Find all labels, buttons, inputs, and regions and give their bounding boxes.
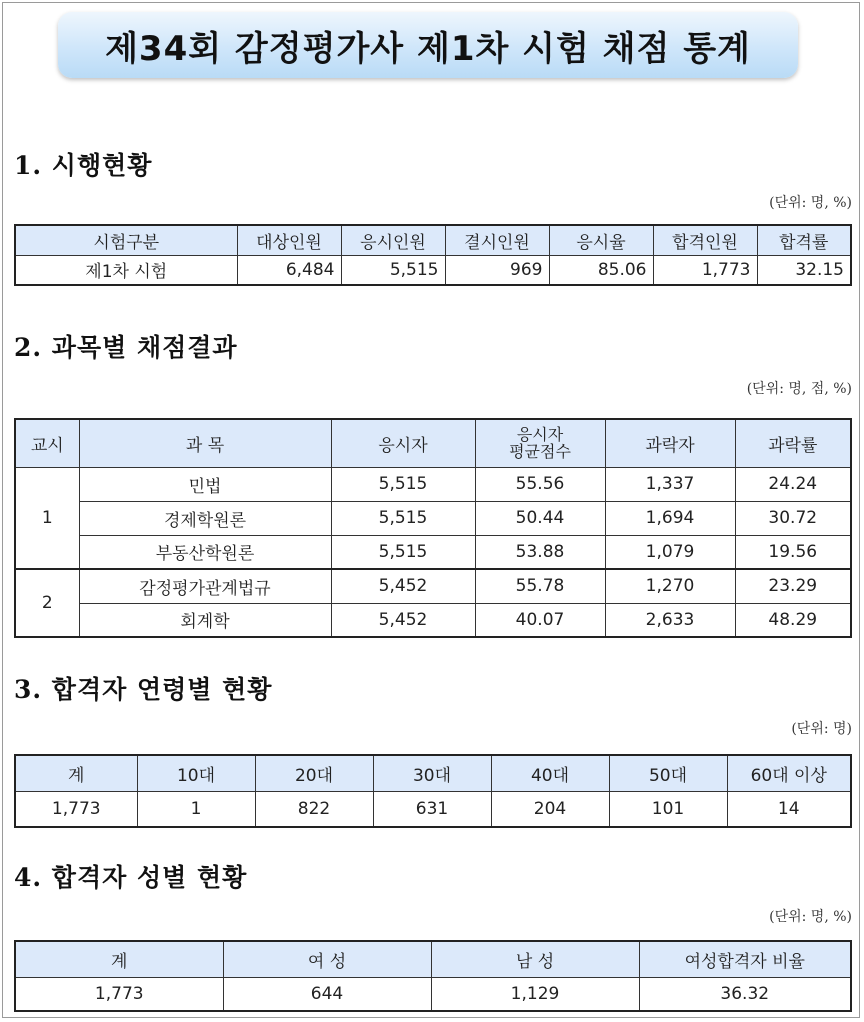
header-cell: 여성합격자 비율	[639, 941, 851, 977]
table-row	[15, 255, 851, 285]
table-cell: 경제학원론	[79, 501, 331, 535]
table-cell: 55.78	[475, 569, 605, 603]
table-cell: 24.24	[735, 467, 851, 501]
table-cell: 1,129	[431, 977, 639, 1011]
table-row	[15, 791, 851, 827]
table-header-row	[15, 419, 851, 467]
table-cell: 204	[491, 791, 609, 827]
header-cell: 응시율	[549, 225, 653, 255]
table-row	[15, 603, 851, 637]
age-table	[14, 754, 852, 828]
table-cell: 1,694	[605, 501, 735, 535]
header-cell: 40대	[491, 755, 609, 791]
table-cell: 1,773	[15, 791, 137, 827]
table-cell: 1	[137, 791, 255, 827]
header-cell: 응시인원	[341, 225, 445, 255]
period-cell: 2	[15, 569, 79, 637]
table-cell: 14	[727, 791, 851, 827]
table-cell: 50.44	[475, 501, 605, 535]
header-cell: 교시	[15, 419, 79, 467]
table-cell: 5,515	[331, 467, 475, 501]
table-cell: 부동산학원론	[79, 535, 331, 569]
header-cell: 20대	[255, 755, 373, 791]
header-cell: 대상인원	[237, 225, 341, 255]
header-cell: 60대 이상	[727, 755, 851, 791]
table-cell: 32.15	[757, 255, 851, 285]
header-cell: 10대	[137, 755, 255, 791]
header-cell: 과 목	[79, 419, 331, 467]
exam-status-table	[14, 224, 852, 286]
header-cell: 30대	[373, 755, 491, 791]
gender-table	[14, 940, 852, 1012]
header-cell: 계	[15, 755, 137, 791]
table-cell: 23.29	[735, 569, 851, 603]
table-cell: 2,633	[605, 603, 735, 637]
header-cell: 50대	[609, 755, 727, 791]
table-cell: 1,270	[605, 569, 735, 603]
section2-heading: 2. 과목별 채점결과	[14, 333, 238, 362]
table-cell: 19.56	[735, 535, 851, 569]
table-cell: 감정평가관계법규	[79, 569, 331, 603]
table-cell: 822	[255, 791, 373, 827]
header-cell: 과락률	[735, 419, 851, 467]
header-cell: 합격률	[757, 225, 851, 255]
header-cell: 과락자	[605, 419, 735, 467]
header-cell: 시험구분	[15, 225, 237, 255]
header-cell: 응시자	[331, 419, 475, 467]
header-cell: 남 성	[431, 941, 639, 977]
table-header-row	[15, 941, 851, 977]
table-cell: 제1차 시험	[15, 255, 237, 285]
title-banner	[58, 12, 798, 78]
table-cell: 53.88	[475, 535, 605, 569]
table-cell: 회계학	[79, 603, 331, 637]
table-cell: 5,452	[331, 603, 475, 637]
table-cell: 101	[609, 791, 727, 827]
table-cell: 48.29	[735, 603, 851, 637]
table-row	[15, 535, 851, 569]
section1-heading: 1. 시행현황	[14, 151, 153, 180]
period-cell: 1	[15, 467, 79, 569]
table-cell: 40.07	[475, 603, 605, 637]
header-cell	[475, 419, 605, 467]
table-cell: 5,515	[341, 255, 445, 285]
table-header-row	[15, 225, 851, 255]
table-row	[15, 467, 851, 501]
section3-heading: 3. 합격자 연령별 현황	[14, 675, 273, 704]
table-cell: 36.32	[639, 977, 851, 1011]
header-cell: 여 성	[223, 941, 431, 977]
header-cell: 결시인원	[445, 225, 549, 255]
table-cell: 5,452	[331, 569, 475, 603]
table-cell: 1,773	[653, 255, 757, 285]
header-line: 평균점수	[509, 442, 571, 462]
table-header-row	[15, 755, 851, 791]
table-cell: 6,484	[237, 255, 341, 285]
table-row	[15, 501, 851, 535]
table-cell: 969	[445, 255, 549, 285]
header-cell: 합격인원	[653, 225, 757, 255]
table-cell: 1,337	[605, 467, 735, 501]
table-cell: 1,079	[605, 535, 735, 569]
table-cell: 631	[373, 791, 491, 827]
header-line: 응시자	[516, 425, 564, 445]
table-row	[15, 569, 851, 603]
section4-heading: 4. 합격자 성별 현황	[14, 863, 248, 892]
table-cell: 55.56	[475, 467, 605, 501]
header-cell: 계	[15, 941, 223, 977]
table-cell: 85.06	[549, 255, 653, 285]
table-cell: 5,515	[331, 501, 475, 535]
table-cell: 30.72	[735, 501, 851, 535]
section3-unit: (단위: 명)	[791, 721, 852, 737]
table-cell: 5,515	[331, 535, 475, 569]
section1-unit: (단위: 명, %)	[769, 195, 852, 211]
table-row	[15, 977, 851, 1011]
section4-unit: (단위: 명, %)	[769, 909, 852, 925]
table-cell: 민법	[79, 467, 331, 501]
section2-unit: (단위: 명, 점, %)	[746, 381, 852, 397]
table-cell: 1,773	[15, 977, 223, 1011]
table-cell: 644	[223, 977, 431, 1011]
subject-results-table	[14, 418, 852, 638]
page-title: 제34회 감정평가사 제1차 시험 채점 통계	[105, 28, 751, 69]
